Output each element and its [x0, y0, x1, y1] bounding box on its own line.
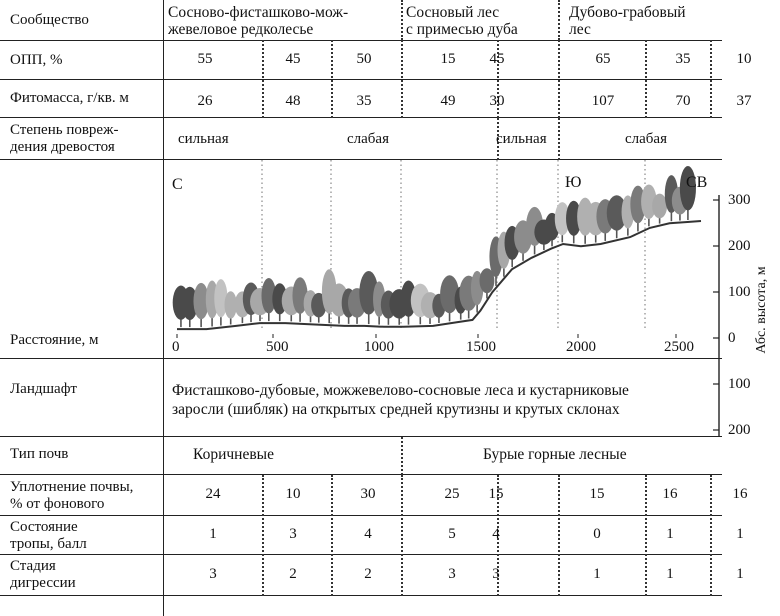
digression-value: 2 — [289, 566, 297, 582]
compaction-value: 25 — [444, 486, 460, 502]
trail-label-line2: тропы, балл — [10, 536, 87, 552]
community-header-2-line1: Сосновый лес — [406, 4, 500, 21]
community-header-3-line2: лес — [569, 21, 591, 38]
y-axis-label: Абс. высота, м — [754, 266, 769, 354]
compaction-value: 30 — [360, 486, 376, 502]
compaction-value: 15 — [488, 486, 504, 502]
phytomass-value: 37 — [736, 93, 752, 109]
row-divider — [0, 436, 722, 437]
row-divider — [0, 515, 722, 516]
compaction-value: 24 — [205, 486, 221, 502]
stage-label-line2: дигрессии — [10, 575, 76, 591]
column-divider — [558, 118, 560, 160]
y-tick-label: 100 — [728, 376, 751, 392]
landscape-text-line2: заросли (шибляк) на открытых средней крутизны и крутых склонах — [172, 401, 620, 418]
compaction-value: 10 — [285, 486, 301, 502]
column-divider — [401, 40, 403, 118]
phytomass-value: 30 — [489, 93, 505, 109]
phytomass-value: 70 — [675, 93, 691, 109]
phytomass-value: 107 — [591, 93, 615, 109]
column-divider — [331, 40, 333, 118]
column-divider — [262, 40, 264, 118]
y-tick-label: 100 — [728, 284, 751, 300]
opp-value: 10 — [736, 51, 752, 67]
compaction-label-line2: % от фонового — [10, 496, 105, 512]
damage-value: слабая — [347, 131, 389, 147]
community-header-1-line1: Сосново-фисташково-мож- — [168, 4, 349, 21]
digression-value: 2 — [364, 566, 372, 582]
soil-type-value: Бурые горные лесные — [483, 446, 627, 463]
x-tick-label: 1500 — [466, 339, 496, 355]
community-header-1-line2: жевеловое редколесье — [168, 21, 314, 38]
digression-value: 3 — [448, 566, 456, 582]
opp-value: 35 — [675, 51, 691, 67]
opp-value: 55 — [197, 51, 213, 67]
phytomass-label: Фитомасса, г/кв. м — [10, 90, 129, 106]
compaction-value: 16 — [732, 486, 748, 502]
tree-crown — [652, 194, 667, 219]
x-tick-label: 2000 — [566, 339, 596, 355]
opp-label: ОПП, % — [10, 52, 63, 68]
column-divider — [401, 437, 403, 475]
community-header-3-line1: Дубово-грабовый — [569, 4, 686, 21]
damage-value: сильная — [178, 131, 229, 147]
soil-type-value: Коричневые — [193, 446, 274, 463]
stage-label-line1: Стадия — [10, 558, 56, 574]
trail-value: 5 — [448, 526, 456, 542]
compaction-label-line1: Уплотнение почвы, — [10, 479, 134, 495]
compaction-value: 16 — [662, 486, 678, 502]
column-divider — [710, 40, 712, 118]
y-tick-label: 0 — [728, 330, 736, 346]
phytomass-value: 35 — [356, 93, 372, 109]
row-divider — [0, 79, 722, 80]
column-divider — [710, 475, 712, 596]
opp-value: 15 — [440, 51, 456, 67]
community-label: Сообщество — [10, 12, 89, 28]
landscape-text-line1: Фисташково-дубовые, можжевелово-сосновые леса и кустарниковые — [172, 382, 629, 399]
column-divider — [262, 475, 264, 596]
trail-value: 1 — [736, 526, 744, 542]
column-divider — [558, 0, 560, 40]
compaction-value: 15 — [589, 486, 605, 502]
trail-value: 4 — [364, 526, 372, 542]
x-tick-label: 0 — [172, 339, 180, 355]
trail-value: 3 — [289, 526, 297, 542]
damage-value: сильная — [496, 131, 547, 147]
column-divider — [558, 40, 560, 118]
row-divider — [0, 358, 722, 359]
soil-type-label: Тип почв — [10, 446, 69, 462]
digression-value: 3 — [492, 566, 500, 582]
phytomass-value: 49 — [440, 93, 456, 109]
row-divider — [0, 117, 722, 118]
opp-value: 50 — [356, 51, 372, 67]
trail-label-line1: Состояние — [10, 519, 78, 535]
x-tick-label: 2500 — [664, 339, 694, 355]
row-divider — [0, 40, 722, 41]
trail-value: 0 — [593, 526, 601, 542]
phytomass-value: 48 — [285, 93, 301, 109]
landscape-label: Ландшафт — [10, 381, 77, 397]
y-tick-label: 200 — [728, 238, 751, 254]
column-divider — [645, 40, 647, 118]
row-divider — [0, 595, 722, 596]
trail-value: 4 — [492, 526, 500, 542]
opp-value: 45 — [489, 51, 505, 67]
distance-label: Расстояние, м — [10, 332, 99, 348]
column-divider — [558, 475, 560, 596]
row-divider — [0, 554, 722, 555]
digression-value: 1 — [593, 566, 601, 582]
row-divider — [0, 474, 722, 475]
digression-value: 1 — [666, 566, 674, 582]
column-divider — [401, 475, 403, 596]
opp-value: 65 — [595, 51, 611, 67]
y-tick-label: 200 — [728, 422, 751, 438]
y-tick-label: 300 — [728, 192, 751, 208]
community-header-2-line2: с примесью дуба — [406, 21, 518, 38]
damage-label-line2: дения древостоя — [10, 139, 115, 155]
row-divider — [0, 159, 722, 160]
x-tick-label: 1000 — [364, 339, 394, 355]
digression-value: 3 — [209, 566, 217, 582]
opp-value: 45 — [285, 51, 301, 67]
direction-label-south: Ю — [565, 174, 582, 191]
label-column-divider — [163, 0, 164, 616]
x-tick-label: 500 — [266, 339, 289, 355]
trail-value: 1 — [209, 526, 217, 542]
phytomass-value: 26 — [197, 93, 213, 109]
trail-value: 1 — [666, 526, 674, 542]
column-divider — [401, 0, 403, 40]
damage-label-line1: Степень повреж- — [10, 122, 119, 138]
digression-value: 1 — [736, 566, 744, 582]
direction-label-northeast: СВ — [686, 174, 708, 191]
direction-label-north: С — [172, 176, 183, 193]
damage-value: слабая — [625, 131, 667, 147]
column-divider — [331, 475, 333, 596]
